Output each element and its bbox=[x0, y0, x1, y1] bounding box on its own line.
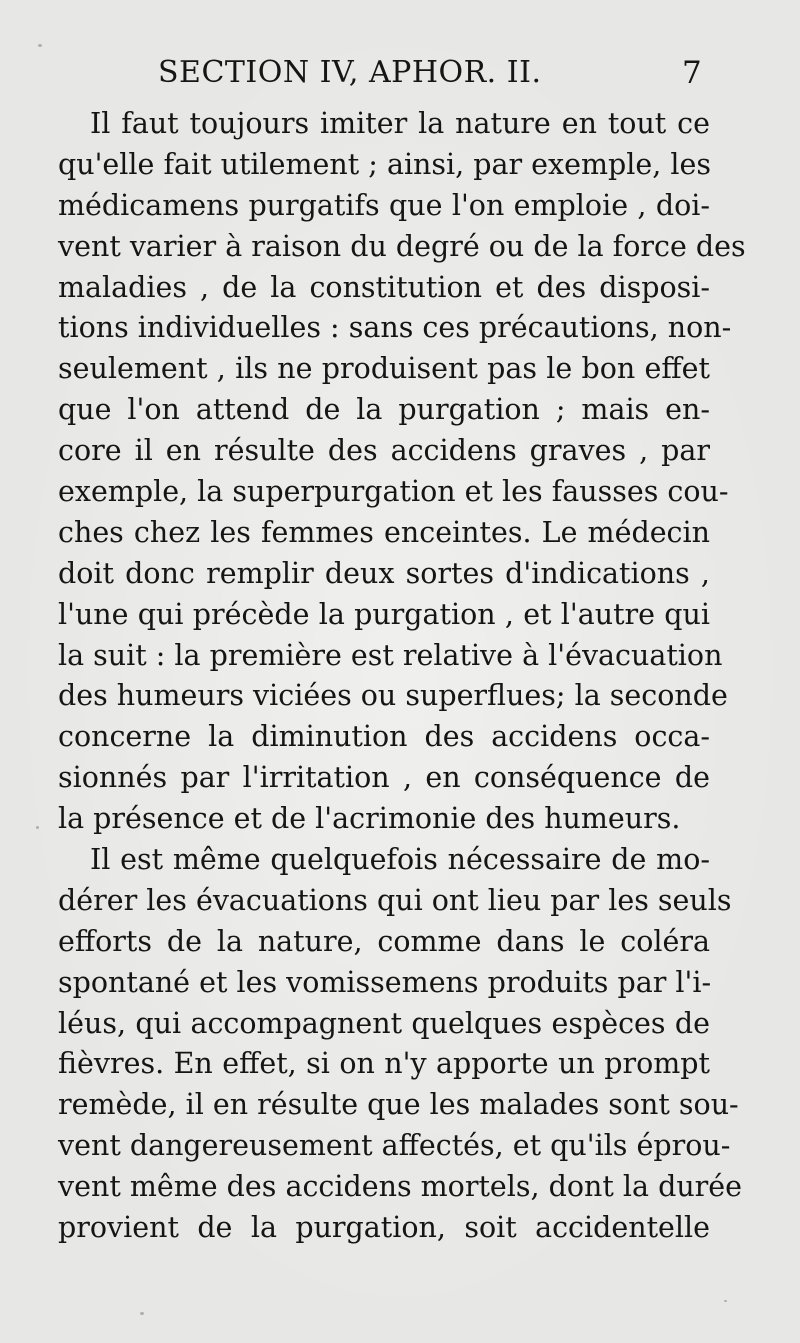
text-line: maladies , de la constitution et des disposi- bbox=[58, 270, 710, 304]
text-line: l'une qui précède la purgation , et l'autre qui bbox=[58, 597, 710, 631]
text-line: Il faut toujours imiter la nature en tout ce bbox=[90, 107, 710, 140]
text-line: core il en résulte des accidens graves , par bbox=[58, 434, 710, 468]
text-line: vent varier à raison du degré ou de la force des bbox=[58, 229, 746, 263]
scan-speck bbox=[38, 44, 42, 47]
text-line: qu'elle fait utilement ; ainsi, par exemple, les bbox=[58, 147, 711, 181]
text-line: fièvres. En effet, si on n'y apporte un prompt bbox=[58, 1047, 710, 1081]
text-line: dérer les évacuations qui ont lieu par les seuls bbox=[58, 883, 732, 917]
scan-speck bbox=[724, 1300, 727, 1302]
text-line: exemple, la superpurgation et les fausses cou- bbox=[58, 475, 729, 509]
text-line: des humeurs viciées ou superflues; la seconde bbox=[58, 679, 728, 713]
text-line: remède, il en résulte que les malades sont sou- bbox=[58, 1088, 739, 1122]
text-line: concerne la diminution des accidens occa- bbox=[58, 720, 710, 754]
text-line: vent même des accidens mortels, dont la durée bbox=[58, 1170, 743, 1204]
text-line: tions individuelles : sans ces précautions, non- bbox=[58, 311, 732, 345]
running-head: SECTION IV, APHOR. II. bbox=[158, 55, 542, 90]
text-line: efforts de la nature, comme dans le coléra bbox=[58, 924, 710, 958]
scan-speck bbox=[140, 1312, 144, 1315]
text-line: ches chez les femmes enceintes. Le médecin bbox=[58, 515, 710, 549]
page-header bbox=[0, 55, 800, 95]
text-line: médicamens purgatifs que l'on emploie , doi- bbox=[58, 188, 710, 222]
text-line: que l'on attend de la purgation ; mais en- bbox=[58, 393, 710, 427]
text-line: Il est même quelquefois nécessaire de mo- bbox=[90, 843, 710, 877]
text-line: doit donc remplir deux sortes d'indications , bbox=[58, 556, 710, 590]
text-line: seulement , ils ne produisent pas le bon effet bbox=[58, 352, 710, 386]
text-line: provient de la purgation, soit accidentelle bbox=[58, 1211, 710, 1245]
text-line: la suit : la première est relative à l'évacuation bbox=[58, 638, 723, 672]
text-line: léus, qui accompagnent quelques espèces de bbox=[58, 1006, 710, 1040]
text-line: la présence et de l'acrimonie des humeurs. bbox=[58, 802, 681, 836]
text-line: vent dangereusement affectés, et qu'ils éprou- bbox=[58, 1129, 731, 1163]
page-number: 7 bbox=[682, 55, 702, 91]
text-line: sionnés par l'irritation , en conséquence de bbox=[58, 761, 710, 795]
text-line: spontané et les vomissemens produits par l'i- bbox=[58, 965, 712, 999]
scan-speck bbox=[36, 826, 39, 829]
body-text bbox=[58, 104, 746, 1249]
